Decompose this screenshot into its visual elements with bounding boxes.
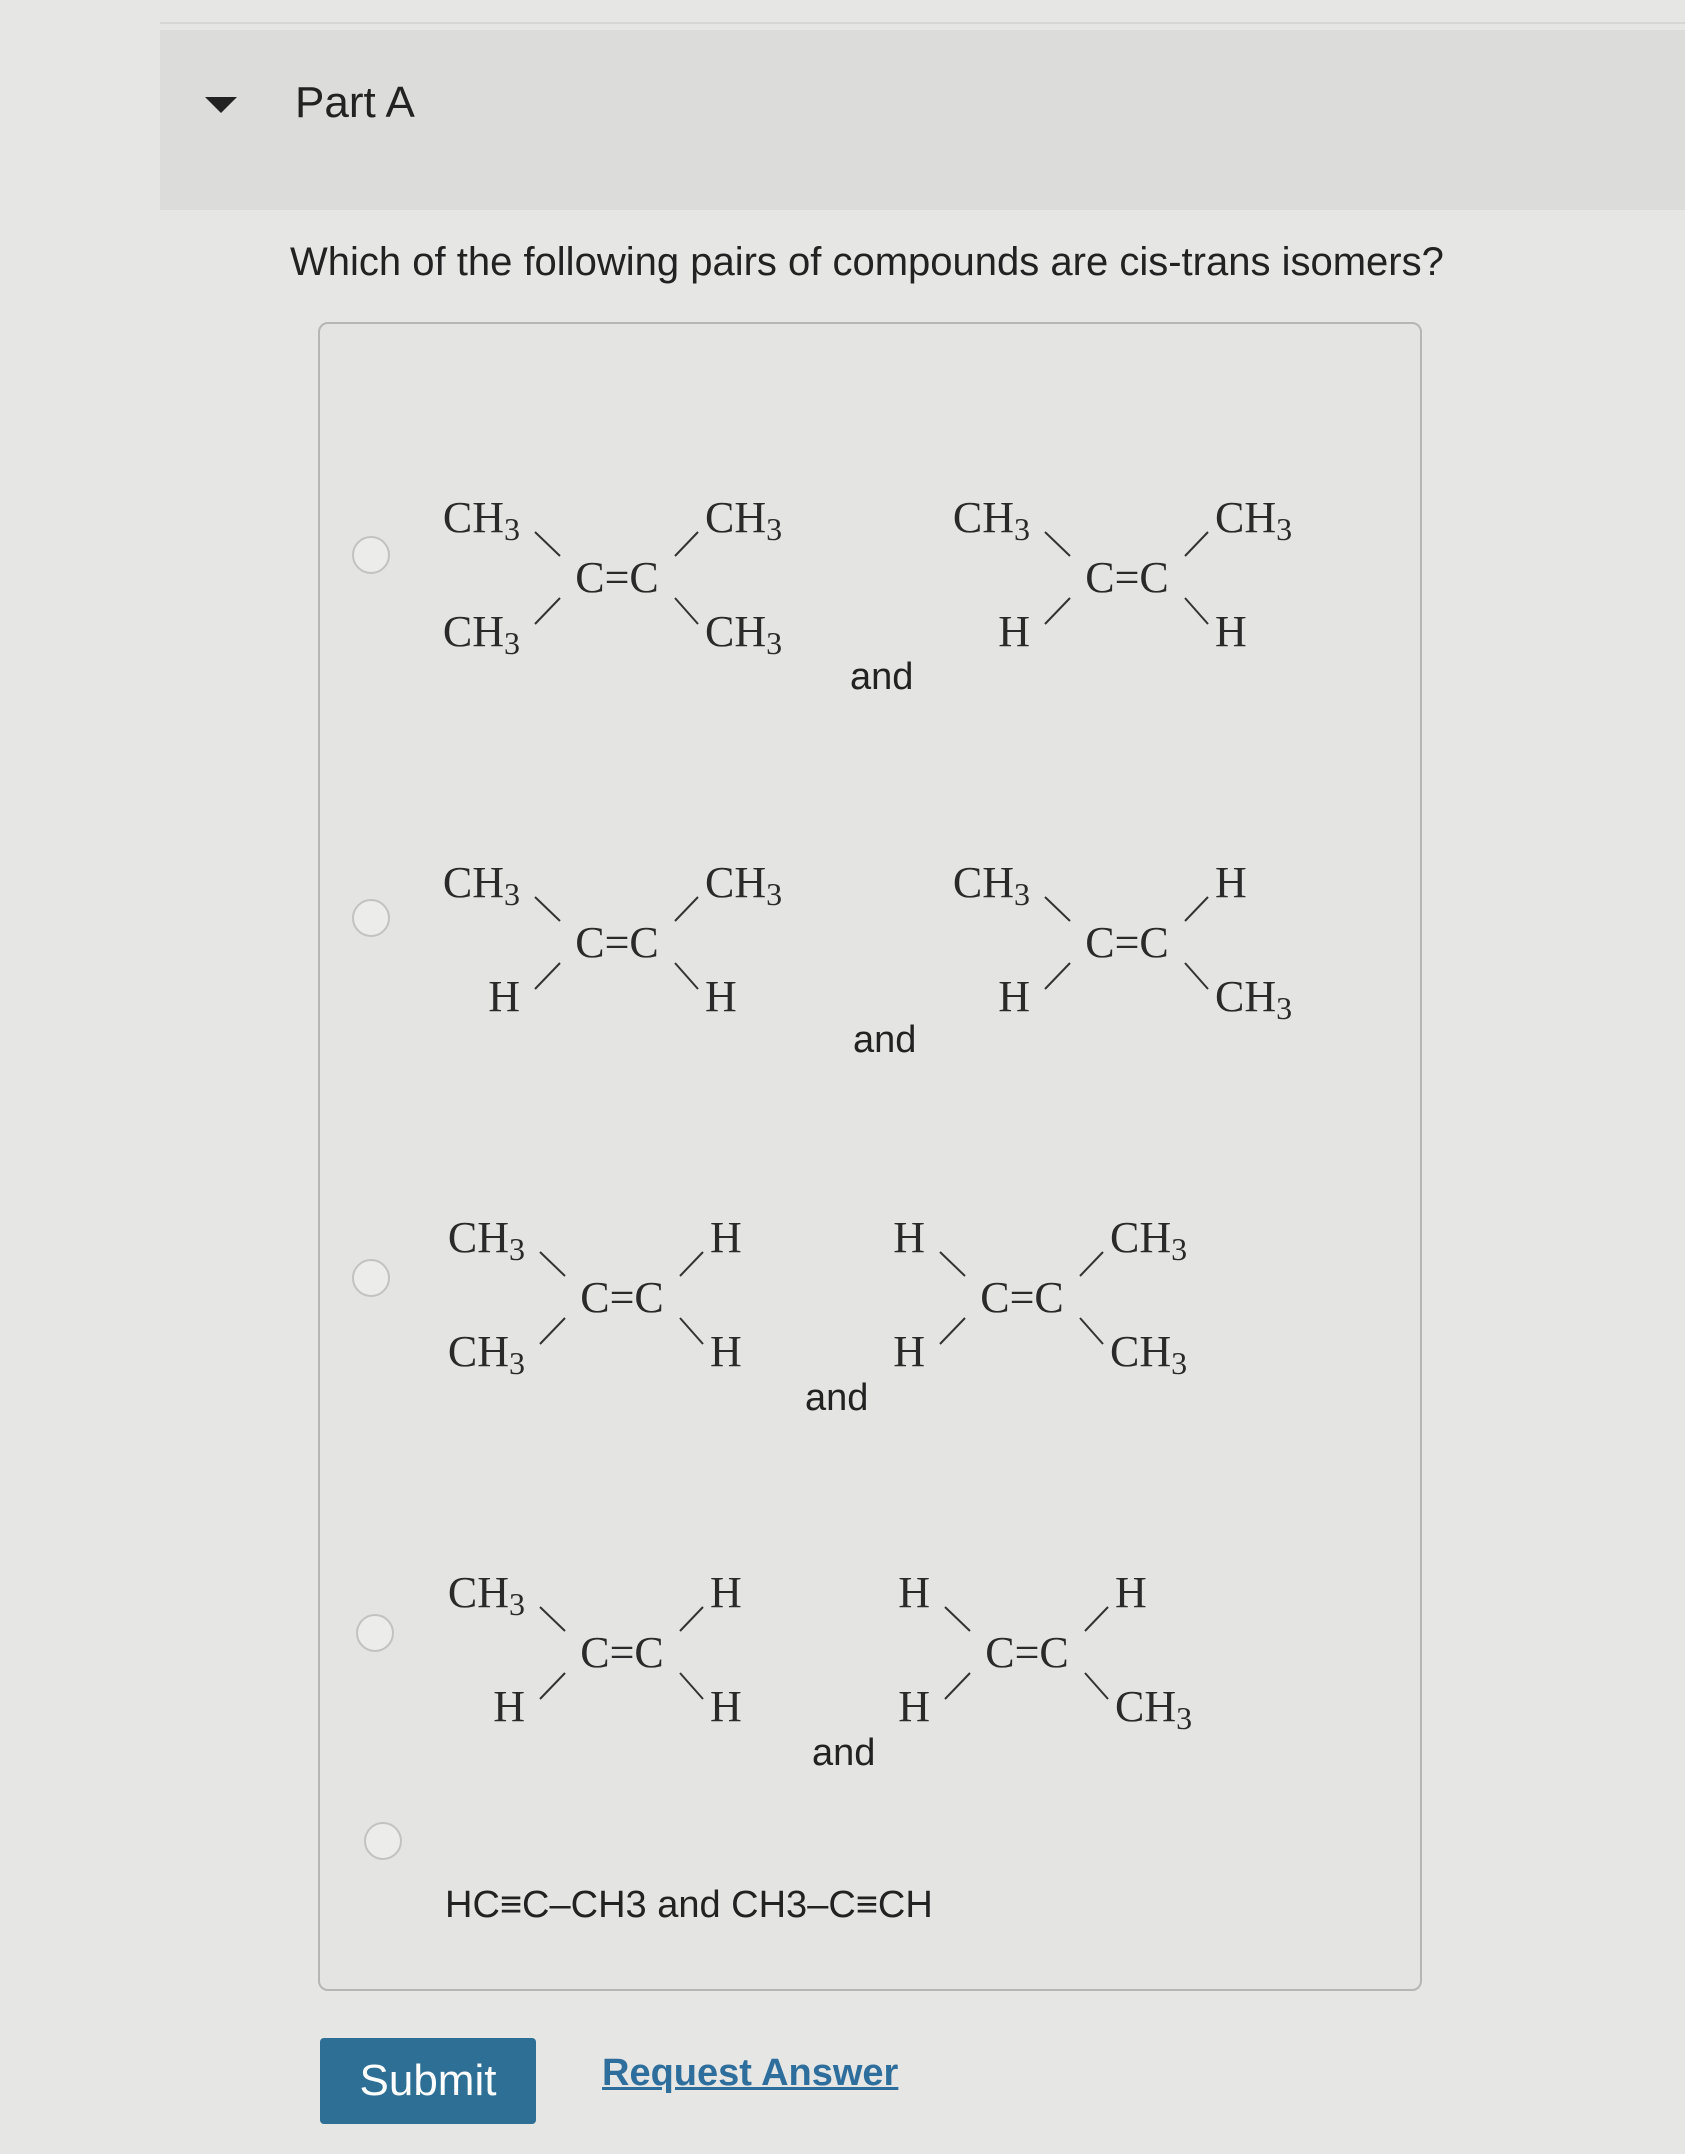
option-1-right-molecule — [950, 474, 1330, 674]
core-double-bond: C=C — [985, 1628, 1069, 1677]
option-1-radio[interactable] — [352, 536, 390, 574]
option-2-and: and — [853, 1019, 917, 1061]
bond-bottom-right — [680, 1673, 703, 1699]
substituent-top-right: H — [1115, 1568, 1147, 1617]
bond-bottom-right — [680, 1318, 703, 1344]
submit-button[interactable]: Submit — [320, 2038, 536, 2124]
option-3-right-molecule — [845, 1194, 1225, 1394]
bond-bottom-left — [945, 1673, 970, 1699]
bond-top-left — [540, 1252, 565, 1276]
bond-bottom-right — [1085, 1673, 1108, 1699]
core-double-bond: C=C — [980, 1273, 1064, 1322]
option-4-left-molecule — [445, 1549, 825, 1749]
bond-top-left — [1045, 532, 1070, 556]
substituent-bottom-left: H — [998, 972, 1030, 1021]
substituent-bottom-left: H — [493, 1682, 525, 1731]
substituent-top-left: CH3 — [952, 858, 1030, 912]
collapse-caret-icon[interactable] — [205, 97, 237, 113]
substituent-top-right: CH3 — [705, 493, 783, 547]
substituent-bottom-right: CH3 — [1110, 1327, 1188, 1381]
option-3-and: and — [805, 1377, 869, 1419]
option-4-and: and — [812, 1732, 876, 1774]
substituent-top-right: CH3 — [1110, 1213, 1188, 1267]
bond-top-left — [1045, 897, 1070, 921]
bond-bottom-left — [1045, 963, 1070, 989]
substituent-top-right: H — [710, 1568, 742, 1617]
bond-top-right — [1185, 897, 1208, 921]
core-double-bond: C=C — [575, 918, 659, 967]
bond-bottom-right — [1080, 1318, 1103, 1344]
bond-top-left — [540, 1607, 565, 1631]
bond-top-right — [675, 532, 698, 556]
request-answer-link[interactable]: Request Answer — [602, 2052, 899, 2094]
option-5-radio[interactable] — [364, 1822, 402, 1860]
option-2-right-molecule — [950, 839, 1330, 1039]
bond-top-right — [1085, 1607, 1108, 1631]
substituent-top-right: H — [1215, 858, 1247, 907]
option-2-left-molecule — [440, 839, 820, 1039]
substituent-bottom-right: H — [705, 972, 737, 1021]
substituent-bottom-right: CH3 — [1215, 972, 1293, 1026]
core-double-bond: C=C — [1085, 553, 1169, 602]
option-1-left-molecule — [440, 474, 820, 674]
bond-top-right — [680, 1252, 703, 1276]
bond-top-left — [945, 1607, 970, 1631]
core-double-bond: C=C — [1085, 918, 1169, 967]
bond-bottom-right — [675, 598, 698, 624]
substituent-bottom-left: H — [998, 607, 1030, 656]
bond-top-left — [535, 532, 560, 556]
substituent-top-left: CH3 — [447, 1213, 525, 1267]
answer-options — [318, 322, 1422, 1991]
question-text: Which of the following pairs of compounds are cis-trans isomers? — [290, 240, 1444, 284]
substituent-top-left: CH3 — [952, 493, 1030, 547]
substituent-top-right: H — [710, 1213, 742, 1262]
bond-bottom-left — [535, 963, 560, 989]
substituent-top-left: H — [898, 1568, 930, 1617]
bond-top-right — [675, 897, 698, 921]
substituent-bottom-right: CH3 — [705, 607, 783, 661]
option-3-radio[interactable] — [352, 1259, 390, 1297]
substituent-bottom-left: CH3 — [442, 607, 520, 661]
substituent-top-left: CH3 — [442, 858, 520, 912]
substituent-top-right: CH3 — [1215, 493, 1293, 547]
substituent-top-left: CH3 — [447, 1568, 525, 1622]
bond-bottom-right — [1185, 598, 1208, 624]
bond-bottom-left — [535, 598, 560, 624]
substituent-top-left: H — [893, 1213, 925, 1262]
substituent-top-left: CH3 — [442, 493, 520, 547]
substituent-bottom-right: H — [1215, 607, 1247, 656]
bond-top-left — [535, 897, 560, 921]
bond-bottom-left — [940, 1318, 965, 1344]
core-double-bond: C=C — [580, 1628, 664, 1677]
option-2-radio[interactable] — [352, 899, 390, 937]
core-double-bond: C=C — [580, 1273, 664, 1322]
bond-top-right — [680, 1607, 703, 1631]
substituent-top-right: CH3 — [705, 858, 783, 912]
option-4-right-molecule — [850, 1549, 1230, 1749]
option-1-and: and — [850, 656, 914, 698]
substituent-bottom-left: CH3 — [447, 1327, 525, 1381]
bond-bottom-left — [540, 1318, 565, 1344]
core-double-bond: C=C — [575, 553, 659, 602]
bond-top-right — [1185, 532, 1208, 556]
substituent-bottom-right: H — [710, 1327, 742, 1376]
substituent-bottom-left: H — [898, 1682, 930, 1731]
bond-bottom-right — [675, 963, 698, 989]
bond-top-left — [940, 1252, 965, 1276]
substituent-bottom-right: H — [710, 1682, 742, 1731]
part-title: Part A — [295, 78, 415, 127]
substituent-bottom-left: H — [488, 972, 520, 1021]
bond-bottom-right — [1185, 963, 1208, 989]
option-4-radio[interactable] — [356, 1614, 394, 1652]
bond-bottom-left — [540, 1673, 565, 1699]
bond-top-right — [1080, 1252, 1103, 1276]
option-3-left-molecule — [445, 1194, 825, 1394]
substituent-bottom-right: CH3 — [1115, 1682, 1193, 1736]
bond-bottom-left — [1045, 598, 1070, 624]
substituent-bottom-left: H — [893, 1327, 925, 1376]
top-divider — [160, 22, 1685, 24]
option-5-text: HC≡C–CH3 and CH3–C≡CH — [445, 1884, 933, 1926]
